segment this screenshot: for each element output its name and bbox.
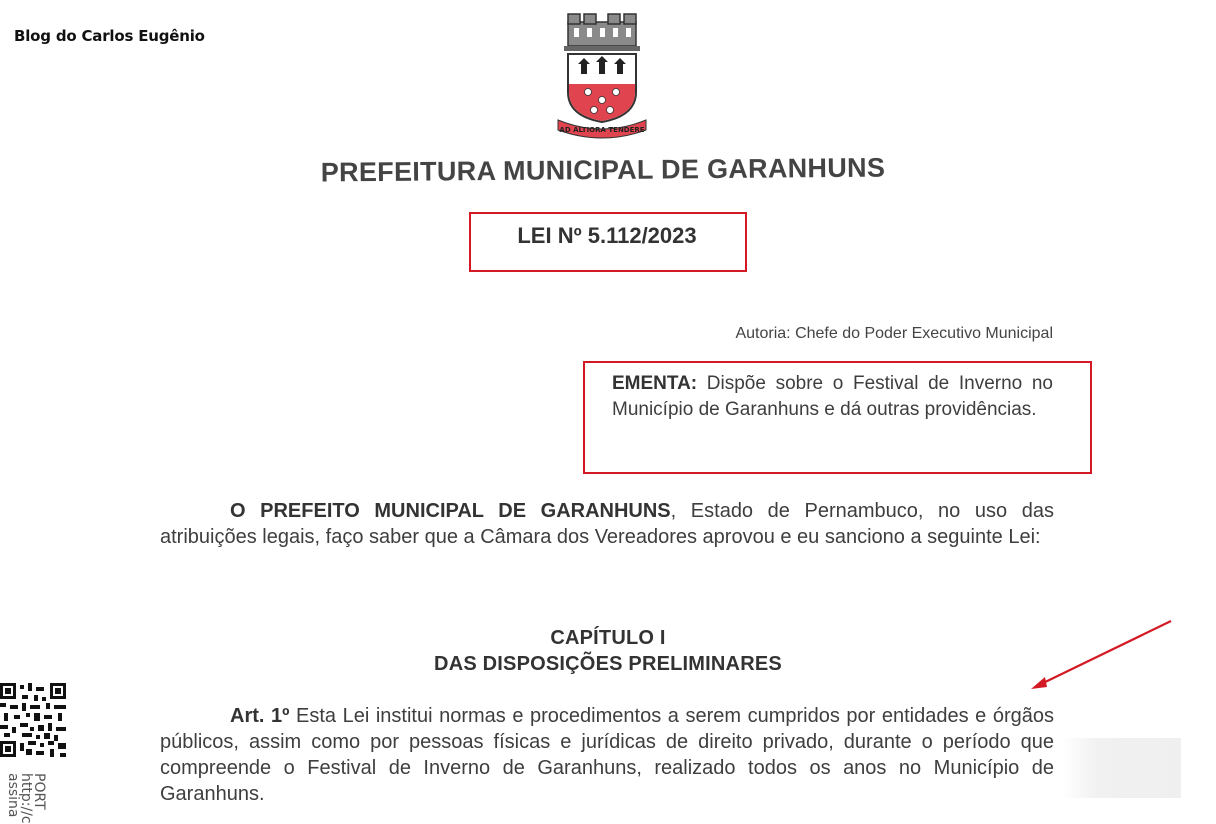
blog-watermark: Blog do Carlos Eugênio <box>14 27 205 45</box>
page-title: PREFEITURA MUNICIPAL DE GARANHUNS <box>320 152 886 188</box>
ementa-label: EMENTA: <box>612 373 698 394</box>
law-number: LEI Nº 5.112/2023 <box>517 223 697 248</box>
crest-motto: AD ALTIORA TENDERE <box>559 126 645 134</box>
side-stamp-line: assina <box>5 773 21 818</box>
side-stamp <box>5 773 47 824</box>
article-1-paragraph <box>160 703 1054 807</box>
authorship-line: Autoria: Chefe do Poder Executivo Municipal <box>735 325 1053 342</box>
side-stamp-line: http://c <box>18 773 34 824</box>
municipal-coat-of-arms-icon <box>554 12 650 136</box>
red-arrow-icon <box>1025 617 1175 695</box>
chapter-number: CAPÍTULO I <box>550 627 666 649</box>
side-stamp-line: PORT <box>31 773 47 810</box>
chapter-title: DAS DISPOSIÇÕES PRELIMINARES <box>434 653 782 675</box>
intro-paragraph <box>160 498 1054 550</box>
article-1-text: Esta Lei institui normas e procedimentos a serem cumpridos por entidades e órgãos públicos, assim como por pessoas físicas e jurídicas de direito privado, durante o período que compreende o Festival de Inverno de Garanhuns, realizado todos os anos no Município de Garanhuns. <box>160 705 1054 805</box>
ementa-text: Dispõe sobre o Festival de Inverno no Município de Garanhuns e dá outras providências. <box>612 373 1053 420</box>
qr-code-icon[interactable] <box>0 683 68 759</box>
article-1-label: Art. 1º <box>230 705 290 727</box>
intro-bold: O PREFEITO MUNICIPAL DE GARANHUNS <box>230 500 671 522</box>
ementa-paragraph <box>612 371 1053 423</box>
scan-smudge <box>1062 738 1181 798</box>
intro-text: , Estado de Pernambuco, no uso das atribuições legais, faço saber que a Câmara dos Vereadores aprovou e eu sanciono a seguinte Lei: <box>160 500 1054 548</box>
